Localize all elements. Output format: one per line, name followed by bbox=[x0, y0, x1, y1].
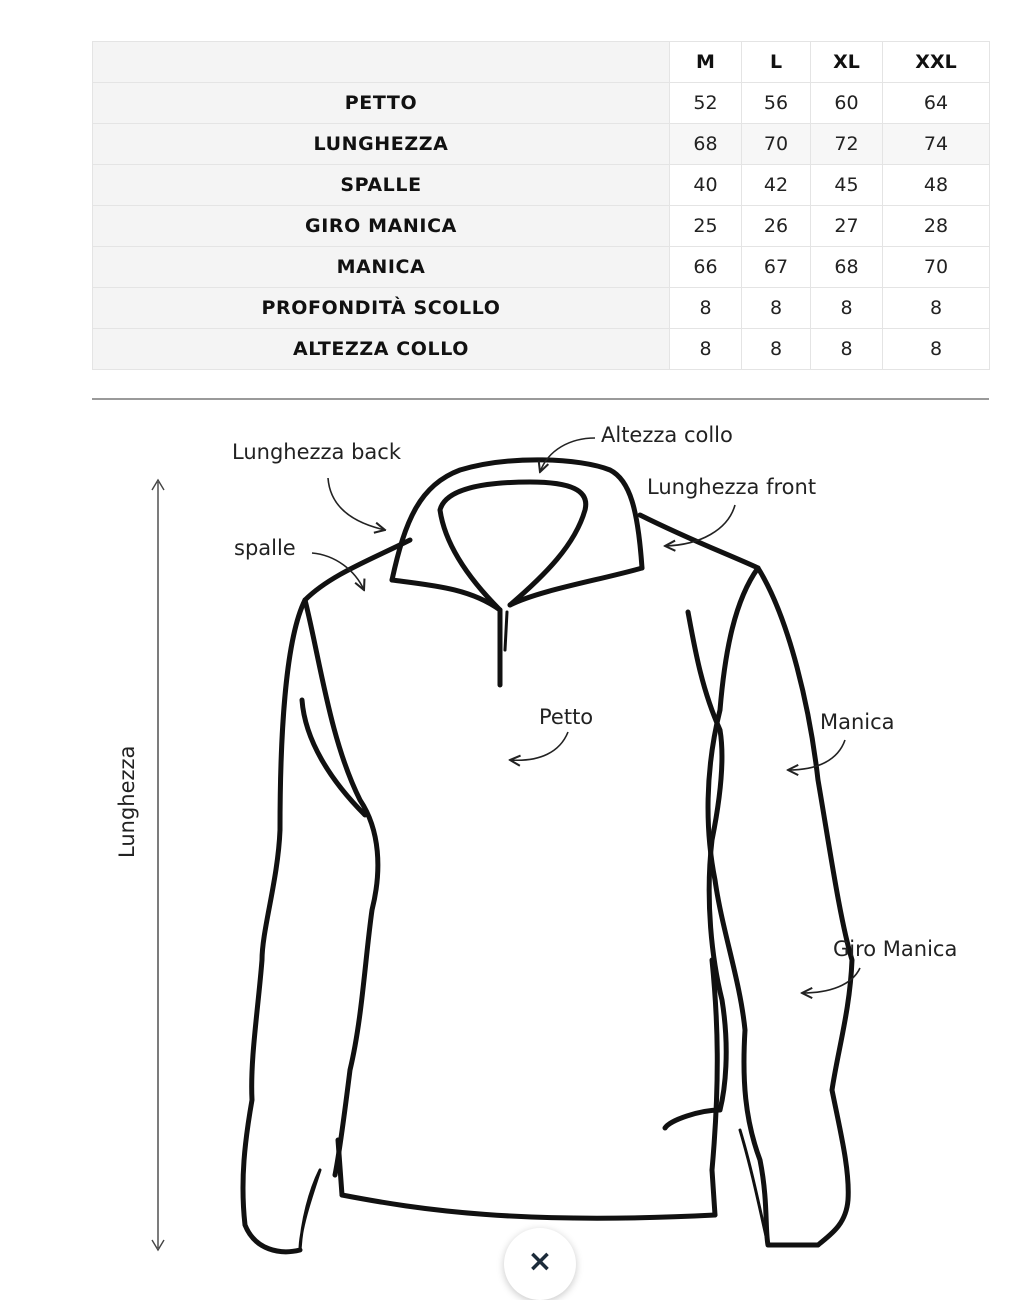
row-label: LUNGHEZZA bbox=[93, 124, 670, 165]
cell-value: 60 bbox=[811, 83, 883, 124]
cell-value: 8 bbox=[742, 288, 811, 329]
table-row bbox=[93, 329, 990, 370]
size-header-row bbox=[93, 42, 990, 83]
header-blank bbox=[93, 42, 670, 83]
close-icon: × bbox=[527, 1244, 553, 1279]
row-label: PETTO bbox=[93, 83, 670, 124]
row-label: MANICA bbox=[93, 247, 670, 288]
label-spalle: spalle bbox=[234, 536, 296, 560]
header-size-xxl: XXL bbox=[883, 42, 990, 83]
cell-value: 68 bbox=[811, 247, 883, 288]
cell-value: 25 bbox=[670, 206, 742, 247]
cell-value: 8 bbox=[883, 288, 990, 329]
label-lunghezza-front: Lunghezza front bbox=[647, 475, 817, 499]
cell-value: 64 bbox=[883, 83, 990, 124]
cell-value: 8 bbox=[670, 288, 742, 329]
label-manica: Manica bbox=[820, 710, 895, 734]
label-petto: Petto bbox=[539, 705, 594, 729]
label-lunghezza: Lunghezza bbox=[115, 745, 139, 858]
cell-value: 74 bbox=[883, 124, 990, 165]
cell-value: 68 bbox=[670, 124, 742, 165]
table-row bbox=[93, 124, 990, 165]
cell-value: 56 bbox=[742, 83, 811, 124]
row-label: ALTEZZA COLLO bbox=[93, 329, 670, 370]
table-row bbox=[93, 247, 990, 288]
cell-value: 72 bbox=[811, 124, 883, 165]
cell-value: 27 bbox=[811, 206, 883, 247]
cell-value: 42 bbox=[742, 165, 811, 206]
label-altezza-collo: Altezza collo bbox=[601, 423, 733, 447]
close-button[interactable] bbox=[504, 1228, 576, 1300]
cell-value: 8 bbox=[811, 329, 883, 370]
label-giro-manica: Giro Manica bbox=[833, 937, 958, 961]
cell-value: 45 bbox=[811, 165, 883, 206]
cell-value: 8 bbox=[883, 329, 990, 370]
cell-value: 70 bbox=[742, 124, 811, 165]
table-row bbox=[93, 83, 990, 124]
cell-value: 26 bbox=[742, 206, 811, 247]
header-size-l: L bbox=[742, 42, 811, 83]
size-chart-table bbox=[92, 41, 990, 370]
cell-value: 40 bbox=[670, 165, 742, 206]
cell-value: 28 bbox=[883, 206, 990, 247]
row-label: PROFONDITÀ SCOLLO bbox=[93, 288, 670, 329]
cell-value: 8 bbox=[742, 329, 811, 370]
row-label: SPALLE bbox=[93, 165, 670, 206]
label-lunghezza-back: Lunghezza back bbox=[232, 440, 402, 464]
cell-value: 8 bbox=[811, 288, 883, 329]
header-size-m: M bbox=[670, 42, 742, 83]
cell-value: 67 bbox=[742, 247, 811, 288]
header-size-xl: XL bbox=[811, 42, 883, 83]
row-label: GIRO MANICA bbox=[93, 206, 670, 247]
sweater-illustration bbox=[243, 460, 852, 1252]
table-row bbox=[93, 288, 990, 329]
garment-measurement-diagram bbox=[0, 400, 1024, 1270]
table-row bbox=[93, 206, 990, 247]
cell-value: 66 bbox=[670, 247, 742, 288]
table-row bbox=[93, 165, 990, 206]
cell-value: 70 bbox=[883, 247, 990, 288]
cell-value: 52 bbox=[670, 83, 742, 124]
cell-value: 8 bbox=[670, 329, 742, 370]
cell-value: 48 bbox=[883, 165, 990, 206]
length-arrow bbox=[152, 480, 164, 1250]
